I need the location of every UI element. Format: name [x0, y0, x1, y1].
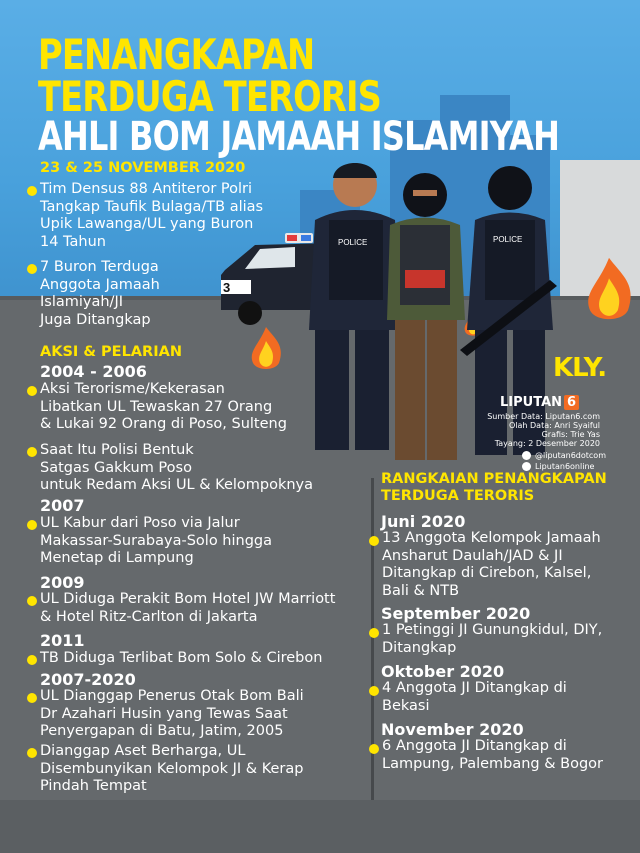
- month-heading: September 2020: [381, 604, 531, 623]
- aksi-item: UL Dianggap Penerus Otak Bom Bali Dr Azahari Husin yang Tewas Saat Penyergapan di Batu, Jatim, 2005: [40, 688, 304, 739]
- year-heading: 2009: [40, 573, 85, 592]
- credit-graphic: Grafis: Trie Yas: [541, 430, 600, 439]
- year-heading: 2011: [40, 631, 85, 650]
- title-line-1: PENANGKAPAN: [38, 30, 315, 79]
- rangkaian-item: 13 Anggota Kelompok Jamaah Ansharut Daulah/JAD & JI Ditangkap di Cirebon, Kalsel, Bali & NTB: [382, 530, 601, 599]
- rangkaian-item: 4 Anggota JI Ditangkap di Bekasi: [382, 680, 567, 714]
- facebook-handle: Liputan6online: [522, 462, 594, 471]
- twitter-icon: [522, 451, 531, 460]
- bullet-icon: [27, 264, 37, 274]
- bullet-icon: [369, 744, 379, 754]
- rangkaian-item: 6 Anggota JI Ditangkap di Lampung, Palembang & Bogor: [382, 738, 604, 772]
- fire-illustration: [578, 255, 640, 325]
- date-heading: 23 & 25 NOVEMBER 2020: [40, 160, 246, 176]
- facebook-icon: [522, 462, 531, 471]
- month-heading: Juni 2020: [381, 512, 466, 531]
- credit-source: Sumber Data: Liputan6.com: [487, 412, 600, 421]
- month-heading: Oktober 2020: [381, 662, 505, 681]
- car-number: 3: [223, 280, 231, 295]
- aksi-item: Saat Itu Polisi Bentuk Satgas Gakkum Poso untuk Redam Aksi UL & Kelompoknya: [40, 442, 314, 493]
- bullet-icon: [27, 186, 37, 196]
- aksi-item: UL Kabur dari Poso via Jalur Makassar-Surabaya-Solo hingga Menetap di Lampung: [40, 515, 272, 566]
- aksi-heading: AKSI & PELARIAN: [40, 344, 182, 360]
- year-heading: 2007: [40, 496, 85, 515]
- bullet-icon: [369, 536, 379, 546]
- top-item: 7 Buron Terduga Anggota Jamaah Islamiyah/JI Juga Ditangkap: [40, 259, 160, 328]
- kly-logo: KLY.: [553, 353, 607, 383]
- aksi-item: Dianggap Aset Berharga, UL Disembunyikan Kelompok JI & Kerap Pindah Tempat: [40, 743, 304, 794]
- top-item: Tim Densus 88 Antiteror Polri Tangkap Taufik Bulaga/TB alias Upik Lawanga/UL yang Buron 14 Tahun: [40, 181, 264, 250]
- bottom-band: [0, 800, 640, 853]
- liputan6-logo: [500, 395, 579, 410]
- police-label: POLICE: [493, 235, 523, 244]
- month-heading: November 2020: [381, 720, 524, 739]
- aksi-item: Aksi Terorisme/Kekerasan Libatkan UL Tewaskan 27 Orang & Lukai 92 Orang di Poso, Sulteng: [40, 381, 287, 432]
- twitter-handle: @liputan6dotcom: [522, 451, 606, 460]
- bullet-icon: [369, 628, 379, 638]
- credit-data: Olah Data: Anri Syaiful: [508, 421, 600, 430]
- aksi-item: TB Diduga Terlibat Bom Solo & Cirebon: [40, 650, 323, 666]
- liputan-logo-number: 6: [564, 395, 579, 410]
- bullet-icon: [27, 655, 37, 665]
- fire-illustration: [245, 325, 287, 373]
- bullet-icon: [27, 447, 37, 457]
- bullet-icon: [27, 596, 37, 606]
- rangkaian-heading: RANGKAIAN PENANGKAPAN TERDUGA TERORIS: [381, 471, 607, 504]
- bullet-icon: [27, 386, 37, 396]
- liputan-logo-text: LIPUTAN: [500, 395, 563, 410]
- bullet-icon: [369, 686, 379, 696]
- rangkaian-item: 1 Petinggi JI Gunungkidul, DIY, Ditangkap: [382, 622, 603, 656]
- title-line-2: TERDUGA TERORIS: [38, 72, 382, 121]
- police-label: POLICE: [338, 238, 368, 247]
- bullet-icon: [27, 748, 37, 758]
- aksi-item: UL Diduga Perakit Bom Hotel JW Marriott & Hotel Ritz-Carlton di Jakarta: [40, 591, 336, 625]
- bullet-icon: [27, 520, 37, 530]
- bullet-icon: [27, 693, 37, 703]
- title-line-3: AHLI BOM JAMAAH ISLAMIYAH: [38, 114, 560, 160]
- year-heading: 2004 - 2006: [40, 362, 147, 381]
- credit-aired: Tayang: 2 Desember 2020: [494, 439, 600, 448]
- year-heading: 2007-2020: [40, 670, 136, 689]
